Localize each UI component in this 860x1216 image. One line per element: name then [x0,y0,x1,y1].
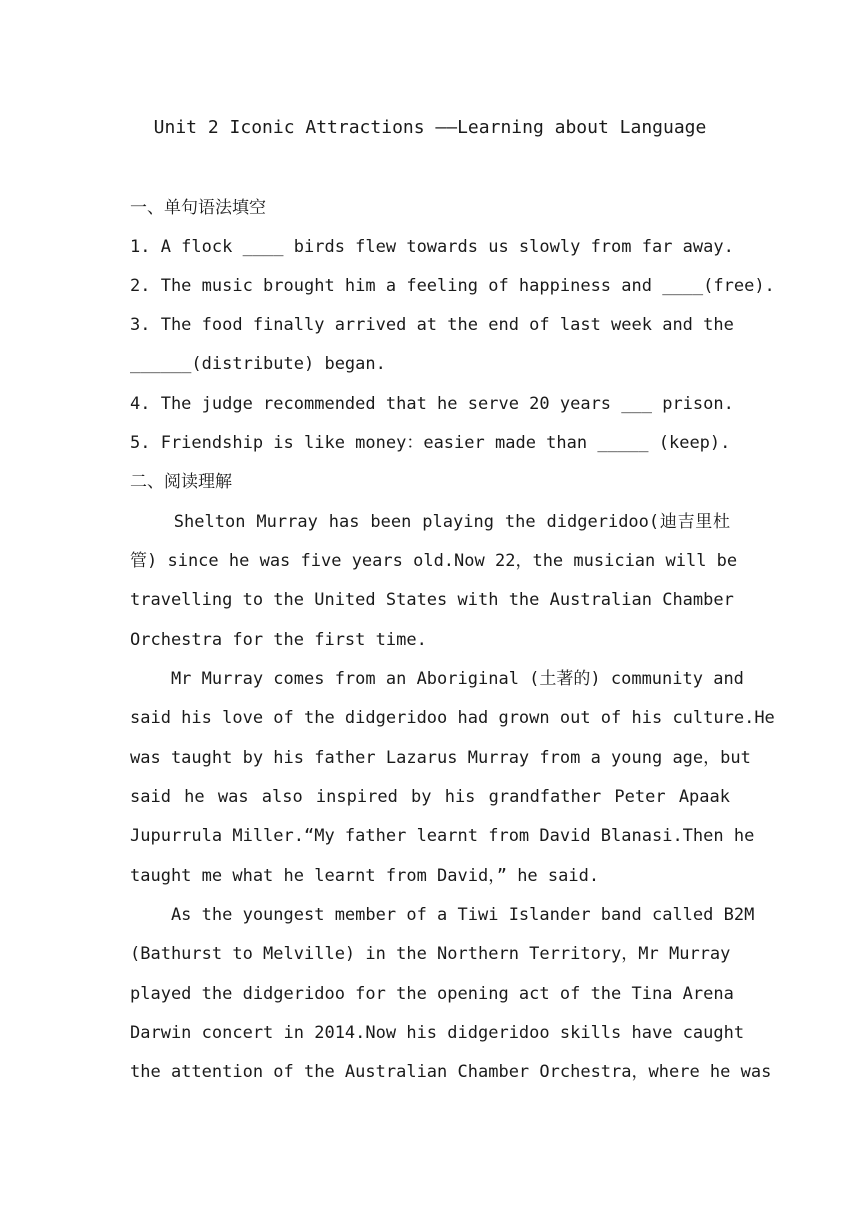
passage-line: (Bathurst to Melville) in the Northern Territory，Mr Murray [130,944,731,964]
exercise-line: 4. The judge recommended that he serve 20 years ___ prison. [130,394,734,414]
exercise-line: ______(distribute) began. [130,354,386,374]
exercise-line: 5. Friendship is like money：easier made than _____ (keep). [130,433,731,453]
passage-line: 管) since he was five years old.Now 22，the musician will be [130,551,738,571]
passage-line: was taught by his father Lazarus Murray from a young age，but [130,748,751,768]
section-heading-grammar: 一、单句语法填空 [130,198,266,218]
passage-line: travelling to the United States with the Australian Chamber [130,590,734,610]
passage-line: Darwin concert in 2014.Now his didgeridoo skills have caught [130,1023,745,1043]
passage-line: As the youngest member of a Tiwi Islander band called B2M [130,905,755,925]
passage-line: said he was also inspired by his grandfather Peter Apaak [130,787,730,807]
passage-line: played the didgeridoo for the opening act of the Tina Arena [130,984,734,1004]
passage-line: said his love of the didgeridoo had grown out of his culture.He [130,708,775,728]
passage-line: taught me what he learnt from David，” he said. [130,866,600,886]
passage-line: Jupurrula Miller.“My father learnt from David Blanasi.Then he [130,826,755,846]
section-heading-reading: 二、阅读理解 [130,472,232,492]
passage-line: the attention of the Australian Chamber Orchestra，where he was [130,1062,772,1082]
passage-line: Mr Murray comes from an Aboriginal (土著的) community and [130,669,744,689]
exercise-line: 3. The food finally arrived at the end of last week and the [130,315,734,335]
exercise-line: 2. The music brought him a feeling of happiness and ____(free). [130,276,775,296]
passage-line: Orchestra for the first time. [130,630,427,650]
passage-line: Shelton Murray has been playing the didgeridoo(迪吉里杜 [130,512,730,532]
exercise-line: 1. A flock ____ birds flew towards us slowly from far away. [130,237,734,257]
page-title: Unit 2 Iconic Attractions ——Learning about Language [153,117,707,138]
